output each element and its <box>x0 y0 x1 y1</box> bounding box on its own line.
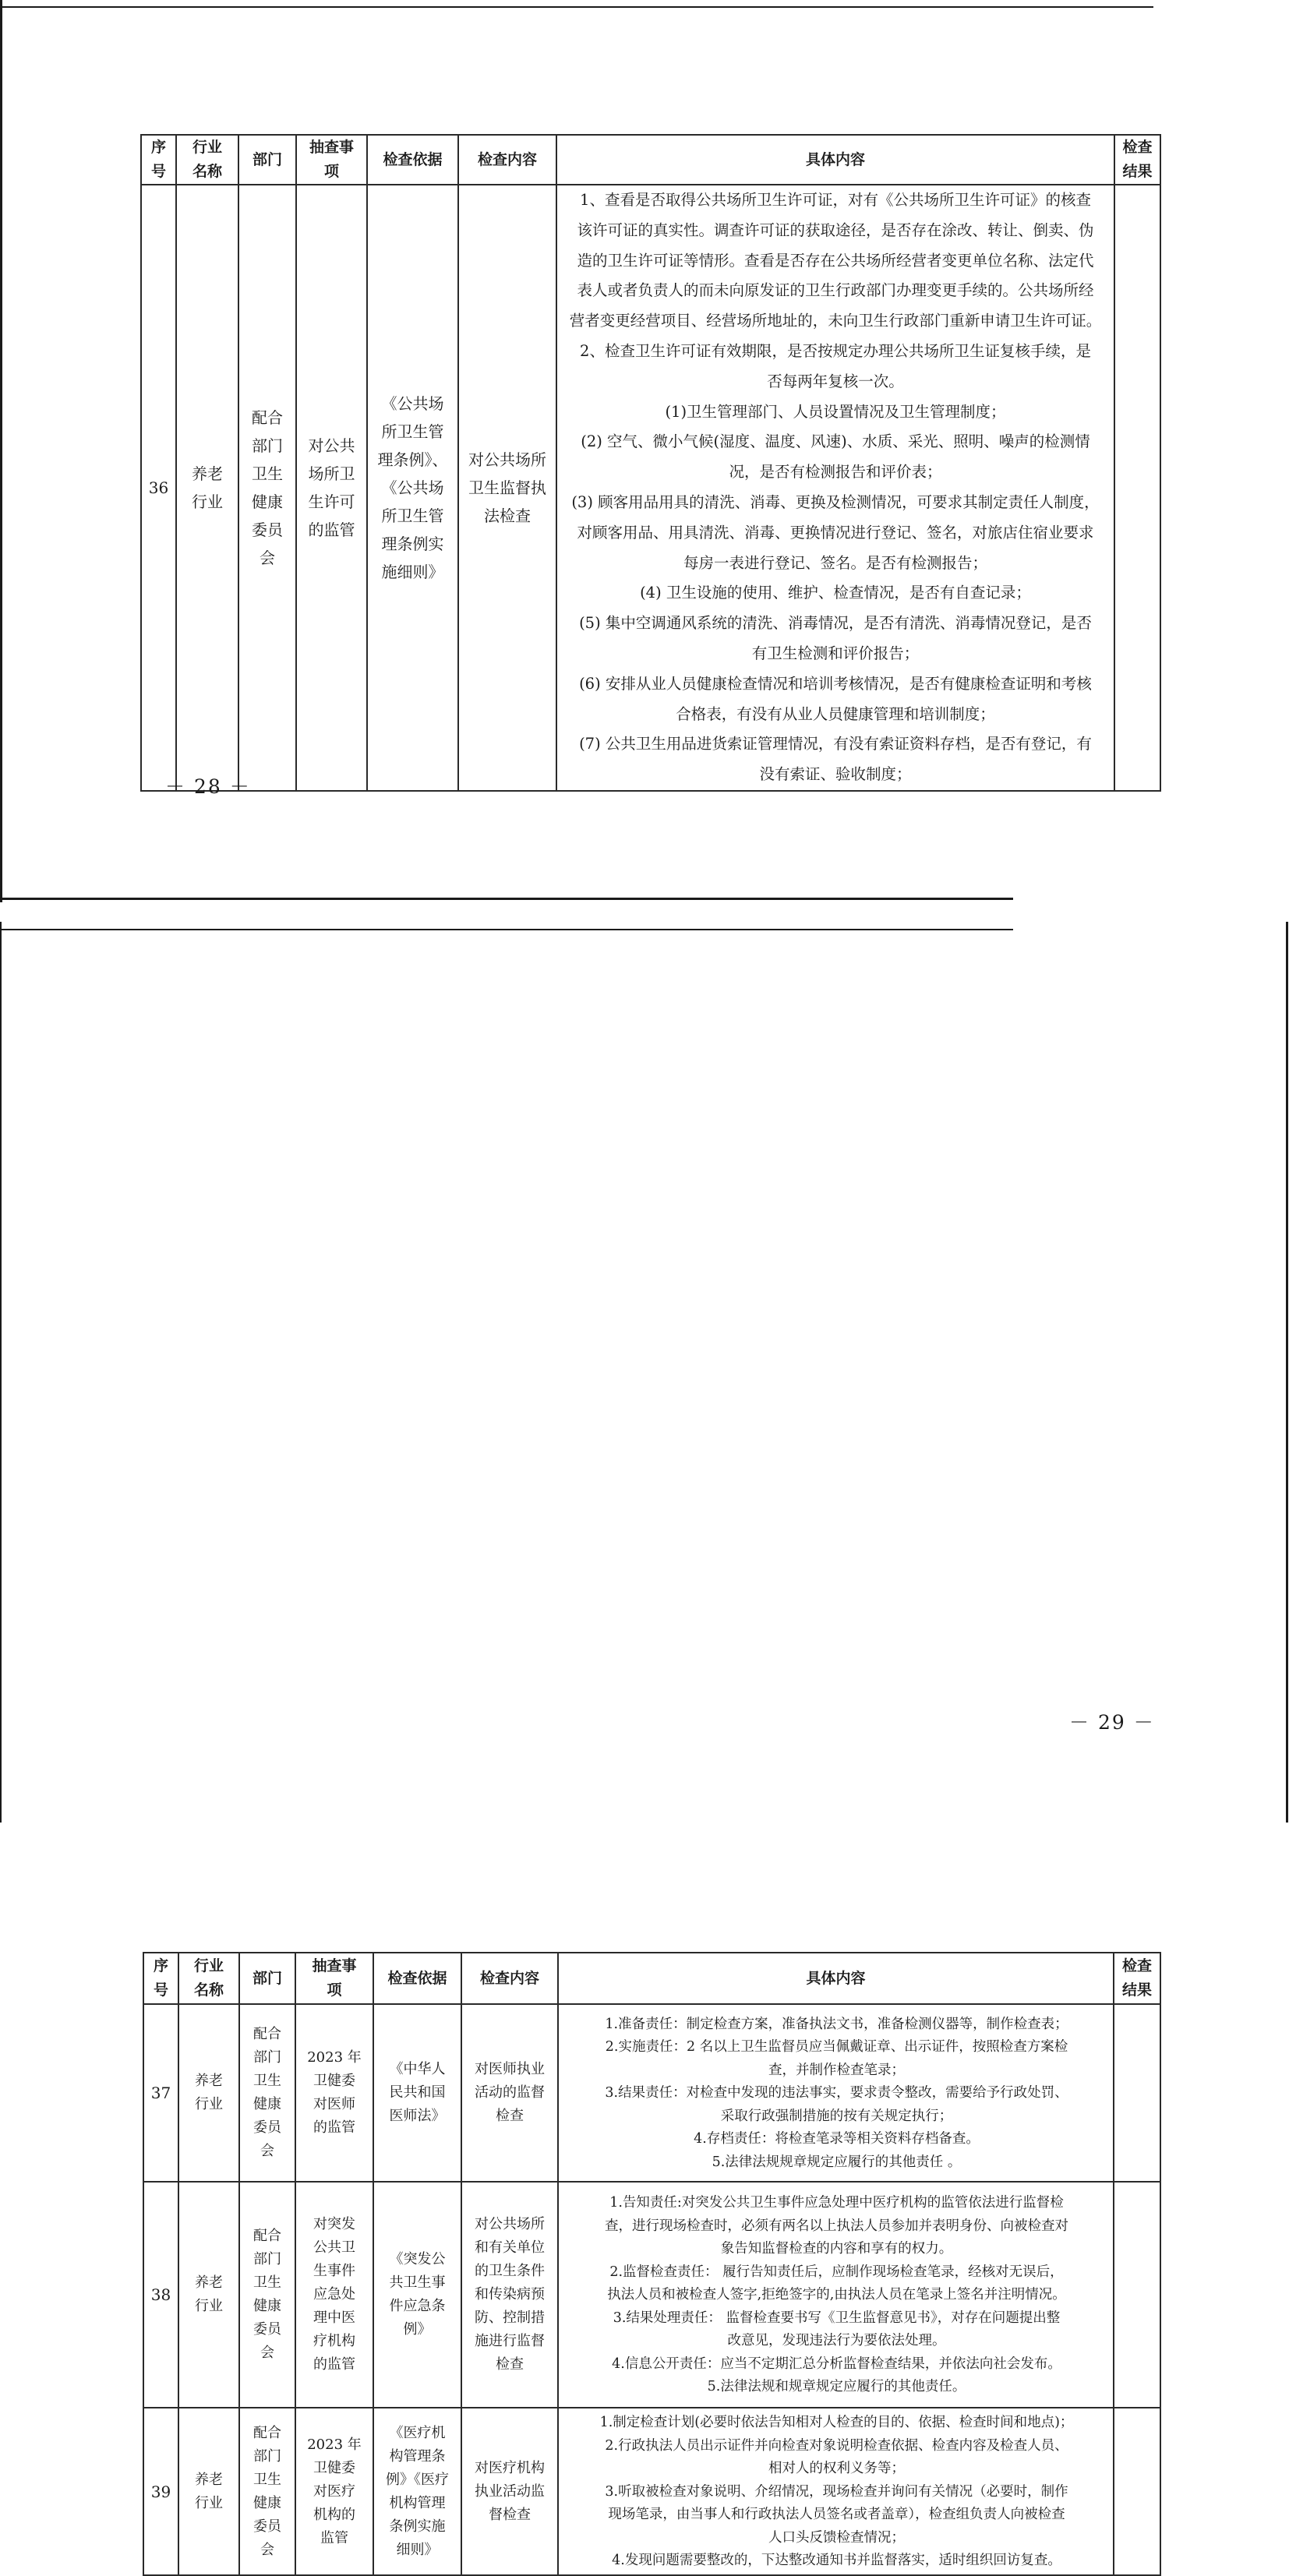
row-seq: 37 <box>143 2004 178 2182</box>
cell-line: 所卫生管 <box>381 422 444 441</box>
cell-line: 配合 <box>253 2424 281 2441</box>
cell-line: 《公共场 <box>381 393 444 413</box>
header-detail: 具体内容 <box>558 1953 1114 2004</box>
cell-line: 民共和国 <box>389 2084 446 2101</box>
header-result <box>1114 135 1160 185</box>
detail-line: 5.法律法规规章规定应履行的其他责任 。 <box>712 2154 962 2170</box>
detail-line: 相对人的权利义务等； <box>768 2461 905 2477</box>
detail-line: 造的卫生许可证等情形。查看是否存在公共场所经营者变更单位名称、法定代 <box>577 251 1094 270</box>
detail-line: 4.发现问题需要整改的，下达整改通知书并监督落实，适时组织回访复查。 <box>612 2553 1061 2569</box>
cell-line: 卫生 <box>253 2471 281 2488</box>
header-line: 号 <box>150 163 166 180</box>
cell-line: 条例实施 <box>389 2518 446 2535</box>
cell-line: 对公共场所 <box>468 450 546 469</box>
detail-line: 没有索证、验收制度； <box>759 765 912 784</box>
scan-top-edge <box>0 929 1013 930</box>
scan-left-edge <box>0 0 2 902</box>
cell-line: 健康 <box>253 2096 281 2112</box>
cell-line: 对公共 <box>308 436 355 455</box>
cell-line: 生事件 <box>313 2263 355 2279</box>
cell-line: 执业活动监 <box>475 2482 545 2500</box>
cell-line: 卫健委 <box>313 2073 355 2089</box>
row-item <box>295 2408 373 2575</box>
header-item <box>295 1953 373 2004</box>
cell-line: 例》《医疗 <box>386 2471 449 2488</box>
row-basis <box>373 2408 461 2575</box>
cell-line: 会 <box>260 2345 274 2361</box>
detail-line: 3.听取被检查对象说明、介绍情况，现场检查并询问有关情况（必要时，制作 <box>605 2483 1068 2500</box>
cell-line: 防、控制措 <box>475 2310 545 2326</box>
header-result <box>1114 1953 1160 2004</box>
header-line: 行业 <box>193 1957 224 1974</box>
row-dept <box>239 2004 295 2182</box>
cell-line: 施进行监督 <box>475 2333 545 2349</box>
row-dept <box>238 185 296 791</box>
cell-line: 对公共场所 <box>475 2216 545 2232</box>
detail-line: 2.监督检查责任： 履行告知责任后，应制作现场检查笔录，经核对无误后， <box>609 2264 1064 2280</box>
detail-line: 2.实施责任：2 名以上卫生监督员应当佩戴证章、出示证件，按照检查方案检 <box>605 2039 1068 2056</box>
detail-line: 查，并制作检查笔录； <box>768 2062 905 2078</box>
cell-line: 机构管理 <box>389 2494 446 2511</box>
scan-bottom-edge <box>0 898 1013 900</box>
detail-line: 该许可证的真实性。调查许可证的获取途径，是否存在涂改、转让、倒卖、伪 <box>577 221 1094 239</box>
detail-line: 合格表，有没有从业人员健康管理和培训制度； <box>676 704 995 723</box>
page-28 <box>0 0 1289 902</box>
cell-line: 施细则》 <box>381 562 444 581</box>
header-content: 检查内容 <box>458 135 556 185</box>
row-result <box>1114 2004 1160 2182</box>
cell-line: 行业 <box>195 2494 223 2511</box>
header-content: 检查内容 <box>461 1953 558 2004</box>
detail-line: 对顾客用品、用具清洗、消毒、更换情况进行登记、签名，对旅店住宿业要求 <box>577 523 1094 542</box>
row-item <box>295 2004 373 2182</box>
cell-line: 的监管 <box>313 2119 355 2136</box>
cell-line: 疗机构 <box>313 2333 355 2349</box>
row-content <box>461 2408 558 2575</box>
cell-line: 生许可 <box>308 492 355 511</box>
cell-line: 行业 <box>192 492 223 511</box>
row-detail <box>558 2408 1114 2575</box>
table-row <box>143 2182 1160 2408</box>
cell-line: 会 <box>260 548 275 567</box>
cell-line: 委员 <box>253 2518 281 2535</box>
detail-line: 5.法律法规和规章规定应履行的其他责任。 <box>707 2379 966 2395</box>
header-line: 号 <box>153 1981 168 1999</box>
cell-line: 《突发公 <box>389 2251 446 2267</box>
scan-right-edge <box>1286 922 1288 1823</box>
cell-line: 卫生 <box>253 2073 281 2089</box>
cell-line: 委员 <box>252 520 283 539</box>
cell-line: 和传染病预 <box>475 2286 545 2303</box>
detail-line: 1.准备责任：制定检查方案，准备执法文书，准备检测仪器等，制作检查表； <box>605 2016 1068 2032</box>
cell-line: 理条例》、 <box>377 450 448 469</box>
detail-line: 1.告知责任:对突发公共卫生事件应急处理中医疗机构的监管依法进行监督检 <box>609 2195 1064 2211</box>
cell-line: 2023 年 <box>307 2436 362 2453</box>
cell-line: 2023 年 <box>307 2049 362 2066</box>
detail-line: 3.结果处理责任： 监督检查要书写《卫生监督意见书》，对存在问题提出整 <box>613 2310 1061 2326</box>
cell-line: 会 <box>260 2143 274 2159</box>
detail-line: 1、查看是否取得公共场所卫生许可证，对有《公共场所卫生许可证》的核查 <box>580 191 1091 209</box>
inspection-table <box>140 134 1161 792</box>
cell-line: 委员 <box>253 2321 281 2338</box>
cell-line: 公共卫 <box>313 2239 355 2256</box>
row-seq: 39 <box>143 2408 178 2575</box>
detail-line: 4.存档责任：将检查笔录等相关资料存档备查。 <box>694 2131 980 2147</box>
row-seq: 36 <box>141 185 176 791</box>
cell-line: 监管 <box>320 2529 348 2546</box>
cell-line: 应急处 <box>313 2286 355 2303</box>
cell-line: 的监管 <box>308 520 355 539</box>
cell-line: 健康 <box>253 2494 281 2511</box>
header-detail: 具体内容 <box>556 135 1114 185</box>
header-line: 抽查事 <box>312 1957 357 1974</box>
header-line: 结果 <box>1121 1981 1152 1999</box>
detail-line: 执法人员和被检查人签字,拒绝签字的,由执法人员在笔录上签名并注明情况。 <box>607 2287 1066 2303</box>
cell-line: 对突发 <box>313 2216 355 2232</box>
table-row <box>141 185 1160 791</box>
cell-line: 行业 <box>195 2096 223 2112</box>
cell-line: 对医师执业 <box>475 2061 545 2077</box>
detail-line: 况，是否有检测报告和评价表； <box>729 463 942 482</box>
cell-line: 《中华人 <box>389 2061 446 2077</box>
cell-line: 的卫生条件 <box>475 2263 545 2279</box>
cell-line: 会 <box>260 2541 274 2558</box>
header-line: 抽查事 <box>309 139 354 156</box>
cell-line: 共卫生事 <box>389 2274 446 2291</box>
detail-line: 2、检查卫生许可证有效期限，是否按规定办理公共场所卫生证复核手续，是 <box>580 341 1091 360</box>
page-29 <box>0 922 1289 2569</box>
cell-line: 卫健委 <box>313 2459 355 2476</box>
cell-line: 机构的 <box>313 2506 355 2523</box>
cell-line: 养老 <box>195 2274 223 2291</box>
table-row <box>143 2408 1160 2575</box>
header-line: 名称 <box>192 163 222 180</box>
cell-line: 对医疗机构 <box>475 2459 545 2476</box>
row-item <box>295 2182 373 2408</box>
cell-line: 健康 <box>252 492 283 511</box>
row-item <box>296 185 367 791</box>
row-basis <box>373 2004 461 2182</box>
cell-line: 例》 <box>403 2321 432 2338</box>
header-line: 结果 <box>1122 163 1153 180</box>
detail-line: (5) 集中空调通风系统的清洗、消毒情况，是否有清洗、消毒情况登记，是否 <box>579 614 1092 633</box>
header-line: 项 <box>323 163 339 180</box>
detail-line: 采取行政强制措施的按有关规定执行； <box>720 2108 953 2124</box>
cell-line: 《医疗机 <box>389 2424 446 2441</box>
detail-line: (1)卫生管理部门、人员设置情况及卫生管理制度； <box>665 402 1006 421</box>
cell-line: 养老 <box>195 2073 223 2089</box>
detail-line: 查，进行现场检查时，必须有两名以上执法人员参加并表明身份、向被检查对 <box>605 2218 1068 2234</box>
header-dept: 部门 <box>239 1953 295 2004</box>
page-number: － 28 － <box>165 775 251 798</box>
row-industry <box>176 185 238 791</box>
row-seq: 38 <box>143 2182 178 2408</box>
cell-line: 活动的监督 <box>475 2084 545 2101</box>
row-basis <box>367 185 458 791</box>
header-line: 序 <box>150 139 166 156</box>
row-result <box>1114 2408 1160 2575</box>
detail-line: 4.信息公开责任：应当不定期汇总分析监督检查结果，并依法向社会发布。 <box>612 2355 1061 2372</box>
detail-line: 每房一表进行登记、签名。是否有检测报告； <box>683 553 987 572</box>
cell-line: 部门 <box>253 2049 281 2066</box>
detail-line: (4) 卫生设施的使用、维护、检查情况，是否有自查记录； <box>640 584 1031 602</box>
cell-line: 检查 <box>496 2108 524 2124</box>
row-result <box>1114 185 1160 791</box>
detail-line: 营者变更经营项目、经营场所地址的，未向卫生行政部门重新申请卫生许可证。 <box>569 312 1102 330</box>
cell-line: 件应急条 <box>389 2298 446 2314</box>
header-row <box>141 135 1160 185</box>
row-content <box>461 2004 558 2182</box>
cell-line: 配合 <box>253 2228 281 2244</box>
cell-line: 《公共场 <box>381 478 444 497</box>
scan-left-edge <box>0 922 2 1823</box>
cell-line: 卫生监督执 <box>468 478 546 497</box>
row-industry <box>178 2004 239 2182</box>
cell-line: 理条例实 <box>381 534 444 553</box>
cell-line: 部门 <box>252 436 283 455</box>
cell-line: 养老 <box>192 464 223 483</box>
cell-line: 所卫生管 <box>381 506 444 525</box>
cell-line: 配合 <box>253 2026 281 2042</box>
cell-line: 行业 <box>195 2298 223 2314</box>
detail-line: 否每两年复核一次。 <box>767 372 904 390</box>
header-line: 名称 <box>193 1981 224 1999</box>
header-item <box>296 135 367 185</box>
detail-line: 有卫生检测和评价报告； <box>751 644 920 662</box>
header-line: 检查 <box>1121 1957 1152 1974</box>
header-line: 项 <box>327 1981 342 1999</box>
detail-line: 现场笔录，由当事人和行政执法人员签名或者盖章），检查组负责人向被检查 <box>608 2507 1065 2523</box>
header-basis: 检查依据 <box>367 135 458 185</box>
header-line: 行业 <box>192 139 222 156</box>
table-row <box>143 2004 1160 2182</box>
detail-line: 3.结果责任：对检查中发现的违法事实，要求责令整改，需要给予行政处罚、 <box>605 2085 1068 2101</box>
header-industry <box>176 135 238 185</box>
header-seq <box>141 135 176 185</box>
scan-top-edge <box>0 6 1153 8</box>
row-industry <box>178 2182 239 2408</box>
header-basis: 检查依据 <box>373 1953 461 2004</box>
detail-line: (7) 公共卫生用品进货索证管理情况，有没有索证资料存档，是否有登记，有 <box>579 735 1092 753</box>
detail-line: 表人或者负责人的而未向原发证的卫生行政部门办理变更手续的。公共场所经 <box>577 281 1094 300</box>
detail-line: 改意见，发现违法行为要依法处理。 <box>727 2333 946 2349</box>
cell-line: 法检查 <box>484 506 531 525</box>
detail-line: (2) 空气、微小气候(湿度、温度、风速)、水质、采光、照明、噪声的检测情 <box>581 432 1090 451</box>
header-industry <box>178 1953 239 2004</box>
header-seq <box>143 1953 178 2004</box>
page-number: － 29 － <box>1069 1711 1155 1734</box>
detail-line: (3) 顾客用品用具的清洗、消毒、更换及检测情况，可要求其制定责任人制度， <box>571 492 1100 511</box>
cell-line: 细则》 <box>396 2541 439 2558</box>
cell-line: 的监管 <box>313 2356 355 2373</box>
cell-line: 部门 <box>253 2251 281 2267</box>
row-detail <box>558 2004 1114 2182</box>
row-detail <box>558 2182 1114 2408</box>
cell-line: 卫生 <box>253 2274 281 2291</box>
row-result <box>1114 2182 1160 2408</box>
row-content <box>458 185 556 791</box>
cell-line: 医师法》 <box>389 2108 446 2124</box>
header-line: 检查 <box>1122 139 1153 156</box>
cell-line: 场所卫 <box>308 464 355 483</box>
cell-line: 卫生 <box>252 464 283 483</box>
detail-line: 象告知监督检查的内容和享有的权力。 <box>720 2241 953 2257</box>
row-dept <box>239 2408 295 2575</box>
row-industry <box>178 2408 239 2575</box>
cell-line: 理中医 <box>313 2310 355 2326</box>
header-dept: 部门 <box>238 135 296 185</box>
inspection-table <box>143 1952 1161 2576</box>
detail-line: 2.行政执法人员出示证件并向检查对象说明检查依据、检查内容及检查人员、 <box>605 2437 1068 2454</box>
cell-line: 委员 <box>253 2119 281 2136</box>
detail-line: 人口头反馈检查情况； <box>768 2529 905 2546</box>
cell-line: 督检查 <box>489 2506 531 2523</box>
cell-line: 对医师 <box>313 2096 355 2112</box>
cell-line: 养老 <box>195 2471 223 2488</box>
row-content <box>461 2182 558 2408</box>
cell-line: 健康 <box>253 2298 281 2314</box>
cell-line: 对医疗 <box>313 2482 355 2500</box>
detail-line: (6) 安排从业人员健康检查情况和培训考核情况，是否有健康检查证明和考核 <box>579 674 1092 693</box>
cell-line: 和有关单位 <box>475 2239 545 2256</box>
row-dept <box>239 2182 295 2408</box>
header-row <box>143 1953 1160 2004</box>
row-detail <box>556 185 1114 791</box>
cell-line: 配合 <box>252 408 283 427</box>
cell-line: 检查 <box>496 2356 524 2373</box>
cell-line: 部门 <box>253 2447 281 2465</box>
header-line: 序 <box>153 1957 168 1974</box>
row-basis <box>373 2182 461 2408</box>
detail-line: 1.制定检查计划(必要时依法告知相对人检查的目的、依据、检查时间和地点)； <box>599 2415 1074 2431</box>
cell-line: 构管理条 <box>389 2447 446 2465</box>
